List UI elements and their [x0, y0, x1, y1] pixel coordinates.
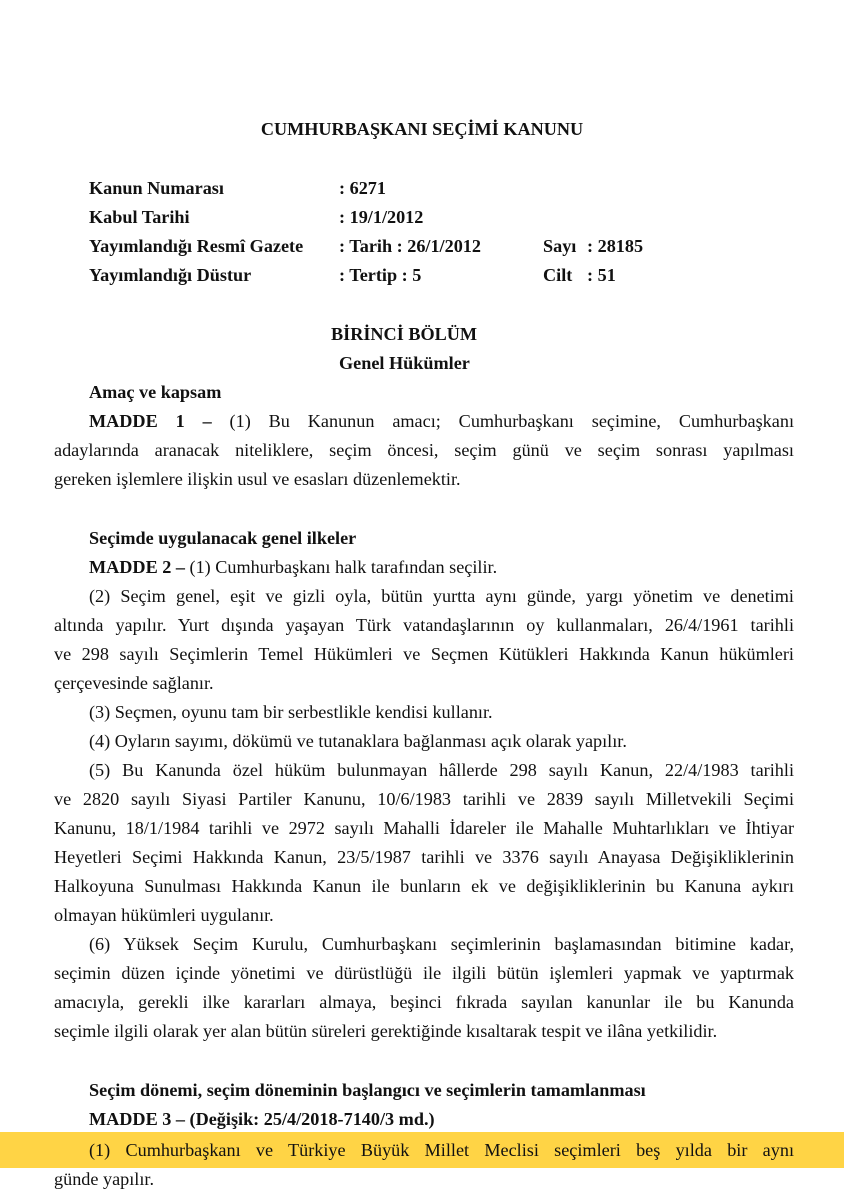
paragraph-line: (4) Oyların sayımı, dökümü ve tutanaklara bağlanması açık olarak yapılır.: [89, 731, 627, 751]
paragraph-line: altında yapılır. Yurt dışında yaşayan Türk vatandaşlarının oy kullanmaları, 26/4/1961 tarihli: [54, 615, 794, 635]
meta-extra-value: : 51: [587, 265, 616, 285]
paragraph-line: Kanunu, 18/1/1984 tarihli ve 2972 sayılı Mahalli İdareler ile Mahalle Muhtarlıkları ve İhtiyar: [54, 818, 794, 838]
meta-value: : 6271: [339, 178, 386, 198]
paragraph-line: ve 2820 sayılı Siyasi Partiler Kanunu, 10/6/1983 tarihli ve 2839 sayılı Milletvekili Seçimi: [54, 789, 794, 809]
paragraph-line: amacıyla, gerekli ilke kararları almaya, beşinci fıkrada sayılan kanunlar ile bu Kanunda: [54, 992, 794, 1012]
article-text: (1) Cumhurbaşkanı halk tarafından seçilir.: [184, 557, 498, 577]
meta-value: : Tarih : 26/1/2012: [339, 236, 481, 256]
section-subtitle: Genel Hükümler: [339, 353, 470, 373]
meta-label: Yayımlandığı Resmî Gazete: [89, 236, 304, 256]
madde-label: MADDE 2 –: [89, 557, 185, 577]
madde-label: MADDE 3 – (Değişik: 25/4/2018-7140/3 md.): [89, 1109, 435, 1129]
meta-extra-label: Sayı: [543, 236, 577, 256]
article-heading: Seçim dönemi, seçim döneminin başlangıcı ve seçimlerin tamamlanması: [89, 1080, 646, 1100]
article-1-line: adaylarında aranacak niteliklere, seçim öncesi, seçim günü ve seçim sonrası yapılması: [54, 440, 794, 460]
paragraph-line: ve 298 sayılı Seçimlerin Temel Hükümleri ve Seçmen Kütükleri Hakkında Kanun hükümleri: [54, 644, 794, 664]
paragraph-line: olmayan hükümleri uygulanır.: [54, 905, 274, 925]
article-1-line: gereken işlemlere ilişkin usul ve esasları düzenlemektir.: [54, 469, 461, 489]
meta-value: : Tertip : 5: [339, 265, 422, 285]
madde-label: MADDE 1 –: [89, 411, 212, 431]
paragraph-line: (3) Seçmen, oyunu tam bir serbestlikle kendisi kullanır.: [89, 702, 493, 722]
paragraph-line: Heyetleri Seçimi Hakkında Kanun, 23/5/1987 tarihli ve 3376 sayılı Anayasa Değişikliklerinin: [54, 847, 794, 867]
paragraph-line: seçimin düzen içinde yönetimi ve dürüstlüğü ile ilgili bütün işlemleri yapmak ve yaptırmak: [54, 963, 794, 983]
paragraph-line: çerçevesinde sağlanır.: [54, 673, 214, 693]
paragraph-line: seçimle ilgili olarak yer alan bütün süreleri gerektiğinde kısaltarak tespit ve ilâna yetkilidir.: [54, 1021, 718, 1041]
meta-value: : 19/1/2012: [339, 207, 424, 227]
meta-extra-label: Cilt: [543, 265, 573, 285]
paragraph-line: (5) Bu Kanunda özel hüküm bulunmayan hâllerde 298 sayılı Kanun, 22/4/1983 tarihli: [89, 760, 794, 780]
article-2-line: [89, 555, 497, 579]
article-1-line: [89, 409, 794, 433]
meta-label: Kanun Numarası: [89, 178, 224, 198]
article-text: (1) Bu Kanunun amacı; Cumhurbaşkanı seçimine, Cumhurbaşkanı: [211, 411, 794, 431]
paragraph-line: (2) Seçim genel, eşit ve gizli oyla, bütün yurtta aynı günde, yargı yönetim ve denetimi: [89, 586, 794, 606]
article-heading: Seçimde uygulanacak genel ilkeler: [89, 528, 357, 548]
meta-extra-value: : 28185: [587, 236, 644, 256]
document-title: CUMHURBAŞKANI SEÇİMİ KANUNU: [260, 119, 584, 139]
paragraph-line: günde yapılır.: [54, 1169, 155, 1189]
paragraph-line: Halkoyuna Sunulması Hakkında Kanun ile bunların ek ve değişikliklerinin bu Kanuna aykırı: [54, 876, 794, 896]
section-title: BİRİNCİ BÖLÜM: [331, 324, 478, 344]
paragraph-line: (1) Cumhurbaşkanı ve Türkiye Büyük Millet Meclisi seçimleri beş yılda bir aynı: [89, 1140, 794, 1160]
article-heading: Amaç ve kapsam: [89, 382, 222, 402]
meta-label: Kabul Tarihi: [89, 207, 190, 227]
paragraph-line: (6) Yüksek Seçim Kurulu, Cumhurbaşkanı seçimlerinin başlamasından bitimine kadar,: [89, 934, 794, 954]
meta-label: Yayımlandığı Düstur: [89, 265, 252, 285]
